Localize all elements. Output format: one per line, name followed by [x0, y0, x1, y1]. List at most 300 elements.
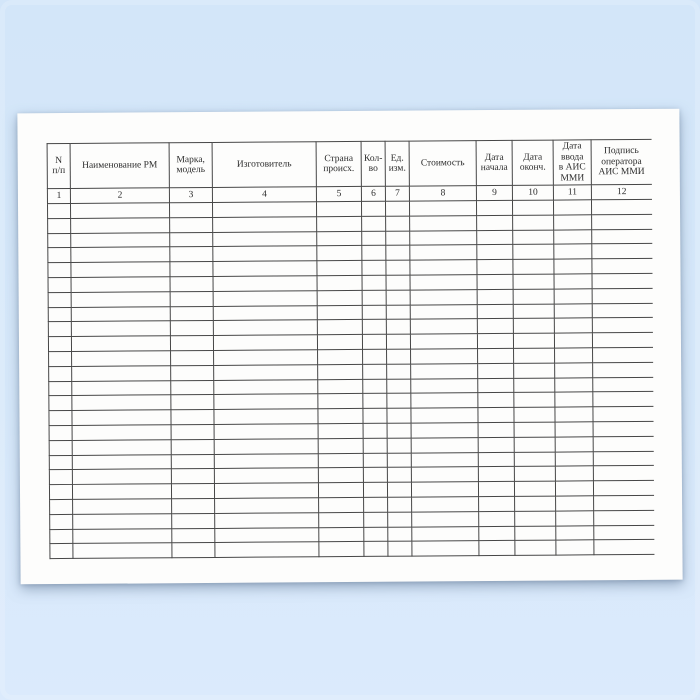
table-cell [387, 379, 411, 394]
table-cell [592, 229, 652, 244]
table-cell [214, 364, 318, 380]
table-cell [386, 319, 410, 334]
table-cell [71, 321, 170, 336]
table-cell [513, 333, 554, 348]
table-cell [593, 392, 653, 407]
table-cell [410, 245, 477, 260]
table-cell [410, 230, 477, 245]
table-cell [48, 248, 71, 263]
table-cell [479, 541, 515, 556]
table-cell [318, 483, 363, 498]
column-header-text: N [55, 155, 63, 166]
table-cell [171, 395, 214, 410]
table-cell [363, 349, 387, 364]
column-header-cell [591, 139, 651, 184]
table-cell [592, 333, 652, 348]
table-cell [213, 320, 317, 336]
table-cell [478, 467, 514, 482]
table-cell [213, 231, 317, 247]
column-number-cell: 1 [47, 188, 70, 203]
table-cell [72, 440, 171, 455]
table-cell [411, 437, 478, 452]
table-cell [71, 306, 170, 321]
table-cell [478, 408, 514, 423]
column-header-text: ММИ [560, 172, 585, 184]
table-cell [412, 511, 479, 526]
table-cell [361, 201, 385, 216]
table-cell [593, 347, 653, 362]
column-number-cell: 12 [591, 184, 651, 199]
table-cell [73, 543, 172, 558]
table-cell [554, 244, 592, 259]
table-cell [48, 277, 71, 292]
column-header-text: Ед. [390, 153, 404, 164]
table-cell [477, 260, 513, 275]
table-cell [171, 350, 214, 365]
table-cell [170, 262, 213, 277]
table-cell [72, 395, 171, 410]
table-cell [555, 466, 593, 481]
table-cell [71, 292, 170, 307]
column-header-text: Стоимость [420, 157, 465, 169]
table-cell [513, 318, 554, 333]
table-cell [213, 276, 317, 292]
table-cell [49, 470, 72, 485]
column-header-cell [169, 142, 212, 187]
table-cell [172, 513, 215, 528]
table-cell [171, 410, 214, 425]
table-cell [477, 304, 513, 319]
table-cell [478, 481, 514, 496]
table-cell [386, 305, 410, 320]
table-cell [515, 511, 556, 526]
table-cell [363, 394, 387, 409]
table-cell [49, 381, 72, 396]
table-cell [48, 292, 71, 307]
table-header-row [47, 139, 651, 188]
column-header-text: Дата [562, 141, 582, 152]
table-cell [386, 260, 410, 275]
column-header-text: Наименование РМ [82, 160, 158, 171]
column-header-text: Дата [523, 152, 543, 163]
table-cell [594, 540, 654, 555]
table-cell [386, 334, 410, 349]
column-header-text: во [368, 163, 378, 174]
table-cell [556, 511, 594, 526]
table-cell [591, 199, 651, 214]
table-cell [479, 511, 515, 526]
table-cell [50, 544, 73, 559]
table-cell [554, 215, 592, 230]
column-number-cell: 6 [361, 186, 385, 201]
table-cell [213, 305, 317, 321]
table-cell [319, 527, 364, 542]
table-cell [364, 497, 388, 512]
table-cell [410, 319, 477, 334]
table-cell [592, 244, 652, 259]
column-header-text: изм. [388, 163, 406, 174]
table-cell [214, 424, 318, 440]
column-header-cell [212, 142, 316, 188]
table-cell [213, 217, 317, 233]
table-cell [479, 496, 515, 511]
table-cell [362, 334, 386, 349]
table-cell [172, 543, 215, 558]
table-cell [477, 289, 513, 304]
table-cell [363, 408, 387, 423]
column-number-cell: 7 [385, 186, 409, 201]
table-cell [513, 274, 554, 289]
table-cell [556, 496, 594, 511]
table-cell [386, 275, 410, 290]
table-cell [170, 291, 213, 306]
table-cell [592, 288, 652, 303]
table-cell [362, 231, 386, 246]
table-cell [214, 438, 318, 454]
table-cell [362, 260, 386, 275]
table-cell [411, 349, 478, 364]
table-cell [214, 394, 318, 410]
table-cell [478, 393, 514, 408]
column-number-cell: 9 [476, 185, 512, 200]
table-cell [592, 273, 652, 288]
table-cell [554, 318, 592, 333]
table-cell [362, 275, 386, 290]
table-cell [72, 380, 171, 395]
table-cell [593, 377, 653, 392]
table-cell [170, 306, 213, 321]
table-cell [555, 348, 593, 363]
table-cell [592, 303, 652, 318]
table-cell [49, 411, 72, 426]
table-cell [387, 423, 411, 438]
table-cell [478, 437, 514, 452]
table-cell [364, 542, 388, 557]
table-cell [555, 363, 593, 378]
table-cell [319, 542, 364, 557]
table-cell [49, 425, 72, 440]
table-cell [387, 453, 411, 468]
table-cell [171, 365, 214, 380]
table-cell [318, 453, 363, 468]
table-cell [594, 495, 654, 510]
table-cell [388, 512, 412, 527]
table-cell [215, 527, 319, 543]
column-header-text: Кол- [363, 153, 383, 164]
table-cell [50, 499, 73, 514]
table-cell [477, 334, 513, 349]
table-cell [410, 260, 477, 275]
table-cell [214, 379, 318, 395]
table-cell [514, 437, 555, 452]
table-cell [514, 363, 555, 378]
table-cell [71, 247, 170, 262]
column-header-text: в АИС [558, 162, 586, 173]
table-cell [388, 497, 412, 512]
column-header-text: оконч. [519, 162, 546, 173]
column-number-cell: 10 [512, 185, 553, 200]
table-cell [317, 261, 362, 276]
table-cell [362, 290, 386, 305]
column-header-text: происх. [323, 163, 355, 175]
table-cell [213, 291, 317, 307]
column-header-cell [409, 141, 476, 186]
table-cell [387, 467, 411, 482]
table-cell [318, 379, 363, 394]
table-cell [215, 498, 319, 514]
table-cell [48, 263, 71, 278]
table-cell [477, 230, 513, 245]
table-cell [478, 348, 514, 363]
table-cell [171, 439, 214, 454]
table-cell [71, 336, 170, 351]
table-cell [212, 202, 316, 218]
table-cell [387, 482, 411, 497]
table-cell [477, 245, 513, 260]
table-cell [554, 333, 592, 348]
table-cell [411, 452, 478, 467]
table-cell [556, 525, 594, 540]
table-cell [387, 408, 411, 423]
table-cell [214, 350, 318, 366]
table-cell [213, 246, 317, 262]
table-cell [362, 216, 386, 231]
table-cell [555, 481, 593, 496]
table-cell [49, 485, 72, 500]
table-cell [478, 363, 514, 378]
table-cell [409, 201, 476, 216]
table-cell [48, 233, 71, 248]
table-cell [49, 455, 72, 470]
table-cell [514, 378, 555, 393]
table-cell [171, 469, 214, 484]
table-cell [555, 422, 593, 437]
table-cell [317, 231, 362, 246]
table-cell [48, 307, 71, 322]
column-number-cell: 11 [553, 185, 591, 200]
table-cell [318, 364, 363, 379]
table-cell [48, 218, 71, 233]
table-cell [410, 275, 477, 290]
table-cell [554, 274, 592, 289]
table-cell [593, 362, 653, 377]
table-cell [363, 482, 387, 497]
column-header-cell [512, 140, 553, 185]
table-cell [514, 348, 555, 363]
table-cell [411, 423, 478, 438]
table-cell [410, 334, 477, 349]
table-cell [554, 303, 592, 318]
table-cell [317, 320, 362, 335]
table-cell [214, 468, 318, 484]
table-cell [513, 259, 554, 274]
table-cell [388, 527, 412, 542]
table-cell [514, 407, 555, 422]
table-cell [513, 230, 554, 245]
table-cell [554, 259, 592, 274]
table-cell [48, 337, 71, 352]
table-cell [387, 393, 411, 408]
table-cell [72, 425, 171, 440]
table-cell [319, 497, 364, 512]
table-cell [385, 201, 409, 216]
table-cell [318, 438, 363, 453]
table-cell [214, 409, 318, 425]
table-cell [215, 542, 319, 558]
column-number-cell: 3 [169, 187, 212, 202]
table-cell [478, 378, 514, 393]
table-cell [213, 335, 317, 351]
table-cell [71, 218, 170, 233]
table-cell [592, 214, 652, 229]
table-cell [411, 393, 478, 408]
table-cell [592, 318, 652, 333]
table-cell [555, 407, 593, 422]
table-cell [73, 528, 172, 543]
column-header-cell [47, 143, 70, 188]
table-cell [515, 496, 556, 511]
table-cell [71, 232, 170, 247]
table-cell [410, 289, 477, 304]
table-cell [592, 259, 652, 274]
table-cell [170, 232, 213, 247]
table-cell [171, 380, 214, 395]
table-cell [411, 467, 478, 482]
table-cell [317, 275, 362, 290]
table-cell [412, 526, 479, 541]
table-cell [555, 392, 593, 407]
table-cell [476, 200, 512, 215]
table-cell [318, 349, 363, 364]
table-cell [556, 540, 594, 555]
column-header-text: Подпись [603, 146, 639, 157]
table-cell [317, 305, 362, 320]
table-cell [410, 304, 477, 319]
table-cell [411, 408, 478, 423]
table-cell [593, 436, 653, 451]
table-cell [515, 540, 556, 555]
table-cell [514, 452, 555, 467]
table-cell [172, 528, 215, 543]
table-cell [49, 351, 72, 366]
table-cell [412, 541, 479, 556]
table-cell [411, 482, 478, 497]
table-cell [364, 527, 388, 542]
table-cell [411, 378, 478, 393]
table-cell [171, 424, 214, 439]
column-header-cell [553, 140, 591, 185]
table-cell [477, 215, 513, 230]
column-header-cell [385, 141, 409, 186]
table-cell [364, 512, 388, 527]
table-cell [386, 231, 410, 246]
table-cell [71, 262, 170, 277]
table-cell [318, 468, 363, 483]
table-cell [388, 541, 412, 556]
table-cell [73, 499, 172, 514]
table-cell [554, 229, 592, 244]
table-cell [318, 423, 363, 438]
table-cell [553, 200, 591, 215]
table-cell [170, 276, 213, 291]
table-cell [72, 366, 171, 381]
table-cell [213, 261, 317, 277]
table-cell [513, 289, 554, 304]
table-cell [478, 452, 514, 467]
table-cell [70, 203, 169, 218]
table-cell [515, 526, 556, 541]
register-table [47, 139, 654, 559]
table-cell [49, 396, 72, 411]
table-cell [50, 514, 73, 529]
column-header-cell [476, 140, 512, 185]
table-cell [594, 510, 654, 525]
table-cell [171, 454, 214, 469]
table-cell [317, 335, 362, 350]
table-cell [363, 423, 387, 438]
table-cell [363, 379, 387, 394]
table-cell [387, 438, 411, 453]
table-cell [513, 244, 554, 259]
table-cell [49, 440, 72, 455]
table-cell [555, 377, 593, 392]
table-cell [214, 453, 318, 469]
column-header-cell [70, 143, 169, 189]
table-cell [73, 513, 172, 528]
column-header-text: п/п [52, 165, 66, 177]
column-number-cell: 2 [70, 188, 169, 204]
column-number-cell: 5 [316, 186, 361, 201]
table-cell [169, 202, 212, 217]
table-cell [317, 216, 362, 231]
table-cell [412, 497, 479, 512]
table-cell [593, 421, 653, 436]
table-cell [214, 483, 318, 499]
table-cell [215, 512, 319, 528]
column-header-text: модель [176, 165, 206, 176]
table-cell [477, 319, 513, 334]
column-number-cell: 8 [409, 186, 476, 201]
table-cell [72, 454, 171, 469]
table-cell [318, 394, 363, 409]
table-cell [514, 422, 555, 437]
table-cell [411, 363, 478, 378]
table-cell [170, 247, 213, 262]
table-cell [387, 364, 411, 379]
table-cell [316, 201, 361, 216]
table-cell [71, 277, 170, 292]
table-cell [363, 364, 387, 379]
table-cell [72, 351, 171, 366]
table-cell [593, 407, 653, 422]
table-cell [49, 366, 72, 381]
table-cell [514, 466, 555, 481]
table-cell [363, 468, 387, 483]
table-cell [170, 336, 213, 351]
table-cell [48, 322, 71, 337]
table-cell [170, 321, 213, 336]
table-cell [362, 246, 386, 261]
table-cell [555, 451, 593, 466]
table-cell [170, 217, 213, 232]
table-cell [593, 451, 653, 466]
table-cell [318, 409, 363, 424]
table-cell [478, 422, 514, 437]
column-header-text: Страна [324, 153, 354, 164]
table-cell [594, 525, 654, 540]
column-header-cell [361, 141, 385, 186]
table-cell [555, 437, 593, 452]
